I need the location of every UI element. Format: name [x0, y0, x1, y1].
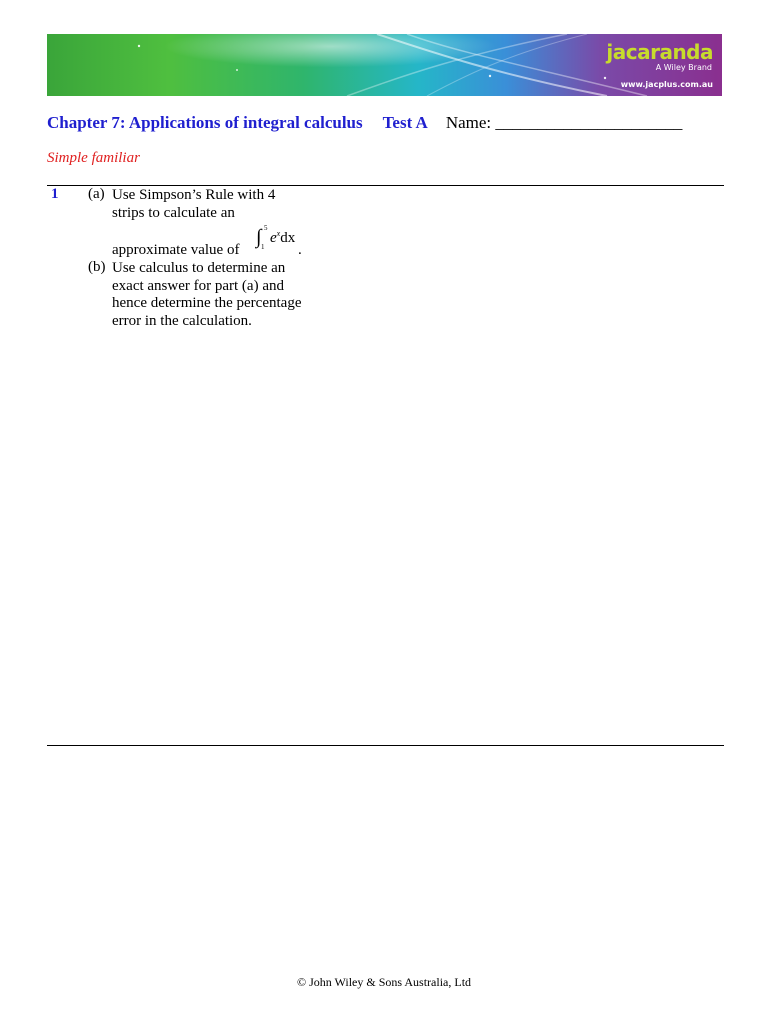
name-field-label: Name: ______________________ [445, 113, 683, 132]
integrand-exponent: x [276, 229, 281, 238]
section-label: Simple familiar [47, 150, 140, 166]
brand-tagline: A Wiley Brand [655, 63, 712, 72]
part-b-line-2: exact answer for part (a) and [112, 278, 284, 294]
integral-upper-limit: 5 [264, 224, 268, 232]
part-a-label: (a) [88, 186, 105, 202]
publisher-banner [47, 34, 722, 96]
bottom-divider [47, 745, 724, 746]
integrand-base: e [270, 230, 277, 246]
brand-url: www.jacplus.com.au [620, 80, 713, 89]
copyright-footer: © John Wiley & Sons Australia, Ltd [296, 975, 472, 989]
chapter-title: Chapter 7: Applications of integral calculus [47, 113, 363, 132]
test-label: Test A [382, 113, 428, 132]
integrand [270, 229, 295, 247]
part-b-line-1: Use calculus to determine an [112, 260, 286, 276]
title-row [47, 113, 682, 133]
part-a-line-3: approximate value of [112, 242, 240, 258]
question-number: 1 [51, 186, 59, 202]
integral-lower-limit: 1 [261, 243, 265, 251]
integral-sign: ∫ [256, 226, 262, 248]
part-b-line-4: error in the calculation. [112, 313, 252, 329]
integral-trailing-period: . [298, 242, 302, 258]
brand-logo-text: jacaranda [606, 40, 713, 64]
part-b-label: (b) [88, 259, 106, 275]
part-a-line-2: strips to calculate an [112, 205, 235, 221]
part-b-line-3: hence determine the percentage [112, 295, 302, 311]
integral-differential: dx [280, 230, 296, 246]
part-a-line-1: Use Simpson’s Rule with 4 [112, 187, 276, 203]
